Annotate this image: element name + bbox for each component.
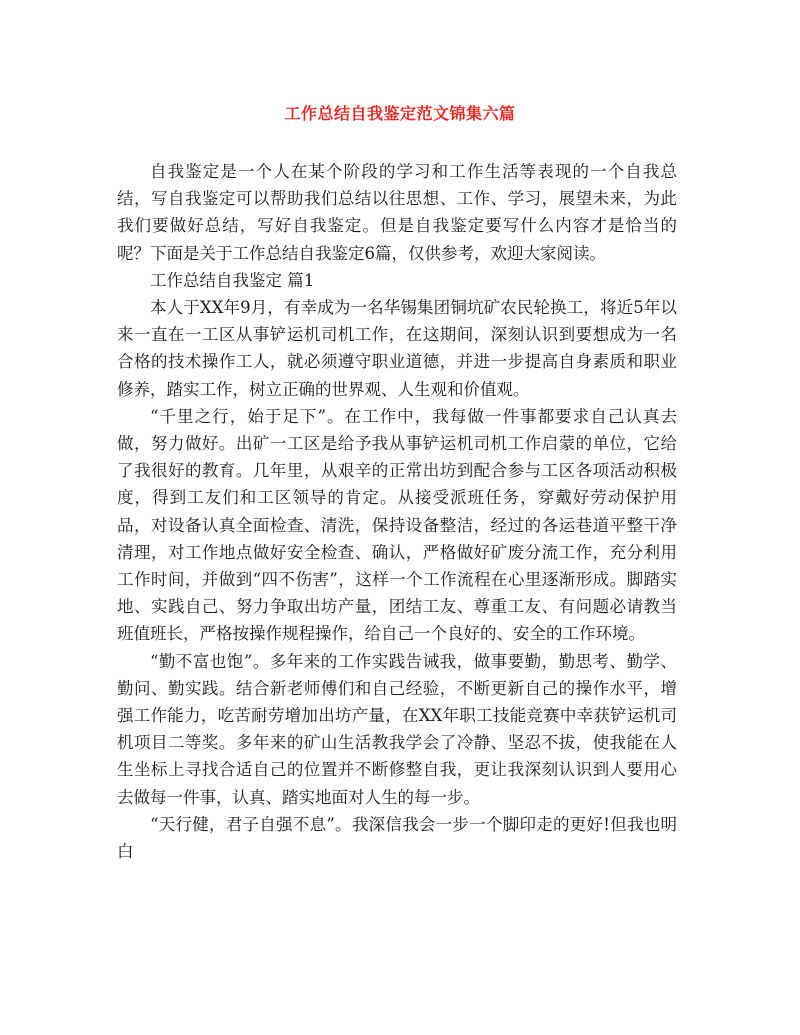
section-heading: 工作总结自我鉴定 篇1 [150, 270, 315, 290]
intro-paragraph: 自我鉴定是一个人在某个阶段的学习和工作生活等表现的一个自我总结，写自我鉴定可以帮助我们总结以往思想、工作、学习，展望未来，为此我们要做好总结，写好自我鉴定。但是自我鉴定要写什么内容才是恰当的呢？下面是关于工作总结自我鉴定6篇，仅供参考，欢迎大家阅读。 [117, 162, 677, 263]
document-body [117, 158, 677, 865]
body-paragraph-1: 本人于XX年9月，有幸成为一名华锡集团铜坑矿农民轮换工，将近5年以来一直在一工区从事铲运机司机工作，在这期间，深刻认识到要想成为一名合格的技术操作工人，就必须遵守职业道德，并进一步提高自身素质和职业修养，踏实工作，树立正确的世界观、人生观和价值观。 [117, 298, 677, 399]
document-title: 工作总结自我鉴定范文锦集六篇 [284, 104, 516, 123]
body-paragraph-3: “勤不富也饱”。多年来的工作实践告诫我，做事要勤，勤思考、勤学、勤问、勤实践。结合新老师傅们和自己经验，不断更新自己的操作水平，增强工作能力，吃苦耐劳增加出坊产量，在XX年职工技能竞赛中幸获铲运机司机项目二等奖。多年来的矿山生活教我学会了冷静、坚忍不拔，使我能在人生坐标上寻找合适自己的位置并不断修整自我，更让我深刻认识到人要用心去做每一件事，认真、踏实地面对人生的每一步。 [117, 651, 677, 807]
body-paragraph-2: “千里之行，始于足下”。在工作中，我每做一件事都要求自己认真去做，努力做好。出矿一工区是给予我从事铲运机司机工作启蒙的单位，它给了我很好的教育。几年里，从艰辛的正常出坊到配合参与工区各项活动积极度，得到工友们和工区领导的肯定。从接受派班任务，穿戴好劳动保护用品，对设备认真全面检查、清洗，保持设备整洁，经过的各运巷道平整干净清理，对工作地点做好安全检查、确认，严格做好矿废分流工作，充分利用工作时间，并做到“四不伤害”，这样一个工作流程在心里逐渐形成。脚踏实地、实践自己、努力争取出坊产量，团结工友、尊重工友、有问题必请教当班值班长，严格按操作规程操作，给自己一个良好的、安全的工作环境。 [117, 406, 677, 644]
body-paragraph-4: “天行健，君子自强不息”。我深信我会一步一个脚印走的更好!但我也明白 [117, 814, 677, 862]
